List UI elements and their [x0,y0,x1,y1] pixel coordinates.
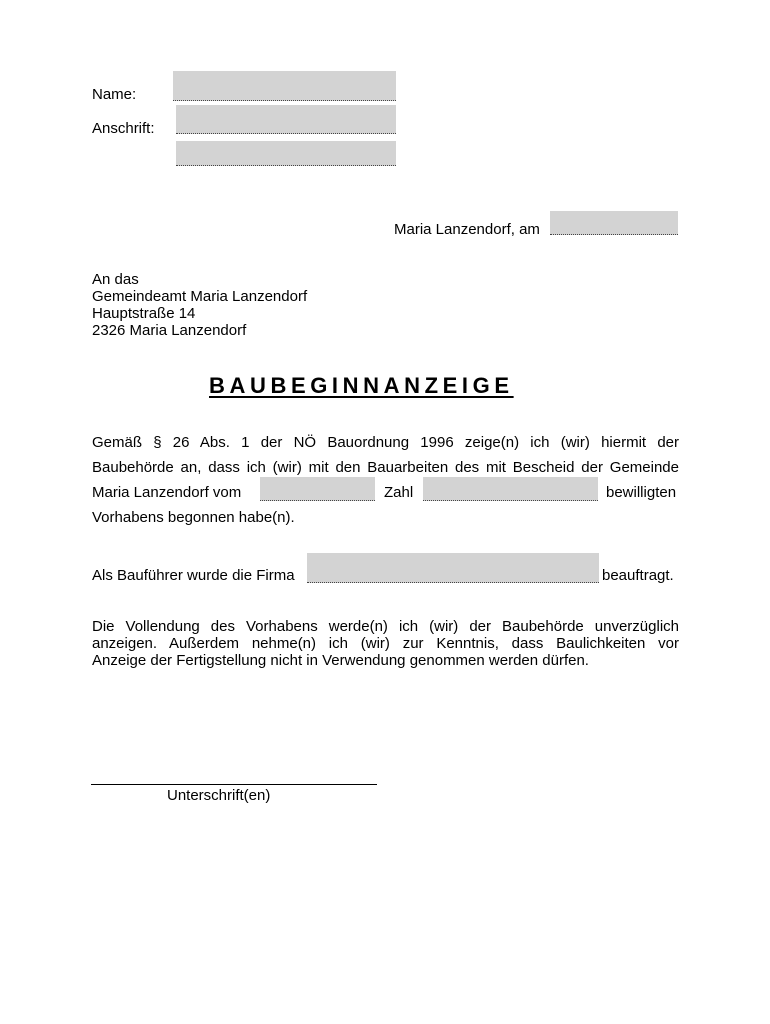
paragraph3-line3: Anzeige der Fertigstellung nicht in Verwendung genommen werden dürfen. [92,652,589,669]
recipient-line4: 2326 Maria Lanzendorf [92,322,247,339]
paragraph1-line2: Baubehörde an, dass ich (wir) mit den Bauarbeiten des mit Bescheid der Gemeinde [92,459,679,476]
name-label: Name: [92,86,137,103]
signature-label: Unterschrift(en) [167,787,271,804]
signature-line [91,784,377,785]
paragraph3-line2: anzeigen. Außerdem nehme(n) ich (wir) zur Kenntnis, dass Baulichkeiten vor [92,635,679,652]
paragraph3-line1: Die Vollendung des Vorhabens werde(n) ich (wir) der Baubehörde unverzüglich [92,618,679,635]
name-field[interactable] [173,71,396,101]
file-number-field[interactable] [423,477,598,501]
address-field-line2[interactable] [176,141,396,166]
document-title: BAUBEGINNANZEIGE [209,373,514,398]
construction-company-field[interactable] [307,553,599,583]
paragraph1-line3-part1: Maria Lanzendorf vom [92,484,242,501]
address-field-line1[interactable] [176,105,396,134]
paragraph1-line1: Gemäß § 26 Abs. 1 der NÖ Bauordnung 1996 zeige(n) ich (wir) hiermit der [92,434,679,451]
paragraph2-part2: beauftragt. [602,567,674,584]
paragraph2-part1: Als Bauführer wurde die Firma [92,567,295,584]
recipient-line2: Gemeindeamt Maria Lanzendorf [92,288,308,305]
permit-date-field[interactable] [260,477,375,501]
recipient-line3: Hauptstraße 14 [92,305,196,322]
paragraph1-line3-part3: bewilligten [606,484,677,501]
recipient-line1: An das [92,271,139,288]
address-label: Anschrift: [92,120,155,137]
paragraph1-line3-part2: Zahl [384,484,414,501]
date-field[interactable] [550,211,678,235]
place-date-label: Maria Lanzendorf, am [394,221,540,238]
paragraph1-line4: Vorhabens begonnen habe(n). [92,509,295,526]
